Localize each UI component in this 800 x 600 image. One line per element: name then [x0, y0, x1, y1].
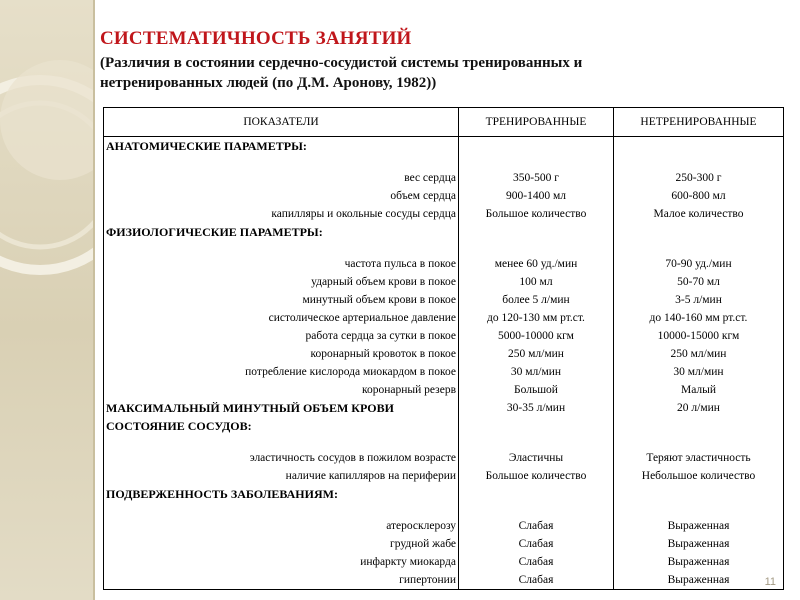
row-label: коронарный резерв	[104, 381, 459, 399]
slide-title: СИСТЕМАТИЧНОСТЬ ЗАНЯТИЙ	[100, 28, 412, 49]
row-label: вес сердца	[104, 169, 459, 187]
untrained-value: 3-5 л/мин	[614, 291, 784, 309]
row-label: грудной жабе	[104, 535, 459, 553]
table-row	[104, 205, 784, 223]
row-label: инфаркту миокарда	[104, 553, 459, 571]
side-divider	[93, 0, 95, 600]
trained-value: Большое количество	[459, 467, 614, 485]
untrained-value: 70-90 уд./мин	[614, 255, 784, 273]
trained-value: 30-35 л/мин	[459, 399, 614, 417]
section-row	[104, 399, 784, 417]
section-diseases: ПОДВЕРЖЕННОСТЬ ЗАБОЛЕВАНИЯМ:	[104, 485, 459, 503]
trained-value: более 5 л/мин	[459, 291, 614, 309]
untrained-value: 10000-15000 кгм	[614, 327, 784, 345]
untrained-value: Выраженная	[614, 517, 784, 535]
decorative-side-panel	[0, 0, 93, 600]
untrained-value: до 140-160 мм рт.ст.	[614, 309, 784, 327]
trained-value: Большое количество	[459, 205, 614, 223]
trained-value: Слабая	[459, 571, 614, 590]
trained-value: 30 мл/мин	[459, 363, 614, 381]
trained-value: Слабая	[459, 553, 614, 571]
section-row	[104, 137, 784, 156]
untrained-value: Малое количество	[614, 205, 784, 223]
subtitle-line-1: (Различия в состоянии сердечно-сосудистой системы тренированных и	[100, 55, 583, 71]
trained-value: Слабая	[459, 535, 614, 553]
section-max-volume: МАКСИМАЛЬНЫЙ МИНУТНЫЙ ОБЪЕМ КРОВИ	[104, 399, 459, 417]
trained-value: 100 мл	[459, 273, 614, 291]
table-row	[104, 517, 784, 535]
row-label: работа сердца за сутки в покое	[104, 327, 459, 345]
table-row	[104, 327, 784, 345]
trained-value: 900-1400 мл	[459, 187, 614, 205]
trained-value: менее 60 уд./мин	[459, 255, 614, 273]
row-label: частота пульса в покое	[104, 255, 459, 273]
row-label: потребление кислорода миокардом в покое	[104, 363, 459, 381]
row-label: атеросклерозу	[104, 517, 459, 535]
row-label: систолическое артериальное давление	[104, 309, 459, 327]
untrained-value: Выраженная	[614, 535, 784, 553]
row-label: наличие капилляров на периферии	[104, 467, 459, 485]
trained-value: 350-500 г	[459, 169, 614, 187]
untrained-value: Выраженная	[614, 553, 784, 571]
table-row	[104, 291, 784, 309]
trained-value: Слабая	[459, 517, 614, 535]
table-row	[104, 273, 784, 291]
table-row	[104, 571, 784, 590]
slide-subtitle	[100, 53, 700, 93]
section-row	[104, 223, 784, 241]
untrained-value: 30 мл/мин	[614, 363, 784, 381]
comparison-table	[103, 107, 784, 590]
table-row	[104, 381, 784, 399]
table-row	[104, 187, 784, 205]
section-physiological: ФИЗИОЛОГИЧЕСКИЕ ПАРАМЕТРЫ:	[104, 223, 459, 241]
untrained-value: 250-300 г	[614, 169, 784, 187]
untrained-value: 50-70 мл	[614, 273, 784, 291]
row-label: эластичность сосудов в пожилом возрасте	[104, 449, 459, 467]
trained-value: 250 мл/мин	[459, 345, 614, 363]
untrained-value: 250 мл/мин	[614, 345, 784, 363]
trained-value: Эластичны	[459, 449, 614, 467]
section-anatomical: АНАТОМИЧЕСКИЕ ПАРАМЕТРЫ:	[104, 137, 459, 156]
section-row	[104, 417, 784, 435]
table-row	[104, 255, 784, 273]
section-row	[104, 485, 784, 503]
row-label: капилляры и окольные сосуды сердца	[104, 205, 459, 223]
table-row	[104, 467, 784, 485]
row-label: гипертонии	[104, 571, 459, 590]
table-row	[104, 553, 784, 571]
header-untrained: НЕТРЕНИРОВАННЫЕ	[614, 108, 784, 137]
untrained-value: Выраженная	[614, 571, 784, 590]
row-label: коронарный кровоток в покое	[104, 345, 459, 363]
untrained-value: Небольшое количество	[614, 467, 784, 485]
table-row	[104, 449, 784, 467]
trained-value: 5000-10000 кгм	[459, 327, 614, 345]
untrained-value: Теряют эластичность	[614, 449, 784, 467]
trained-value: до 120-130 мм рт.ст.	[459, 309, 614, 327]
table-row	[104, 169, 784, 187]
header-indicators: ПОКАЗАТЕЛИ	[104, 108, 459, 137]
table-row	[104, 309, 784, 327]
untrained-value: 20 л/мин	[614, 399, 784, 417]
page-number: 11	[764, 576, 776, 588]
trained-value: Большой	[459, 381, 614, 399]
table-row	[104, 363, 784, 381]
row-label: ударный объем крови в покое	[104, 273, 459, 291]
row-label: минутный объем крови в покое	[104, 291, 459, 309]
section-vessels: СОСТОЯНИЕ СОСУДОВ:	[104, 417, 459, 435]
row-label: объем сердца	[104, 187, 459, 205]
decorative-circles	[0, 0, 93, 600]
table-row	[104, 535, 784, 553]
untrained-value: Малый	[614, 381, 784, 399]
header-trained: ТРЕНИРОВАННЫЕ	[459, 108, 614, 137]
untrained-value: 600-800 мл	[614, 187, 784, 205]
subtitle-line-2: нетренированных людей (по Д.М. Аронову, 1982))	[100, 75, 437, 91]
table-row	[104, 345, 784, 363]
table-header-row	[104, 108, 784, 137]
